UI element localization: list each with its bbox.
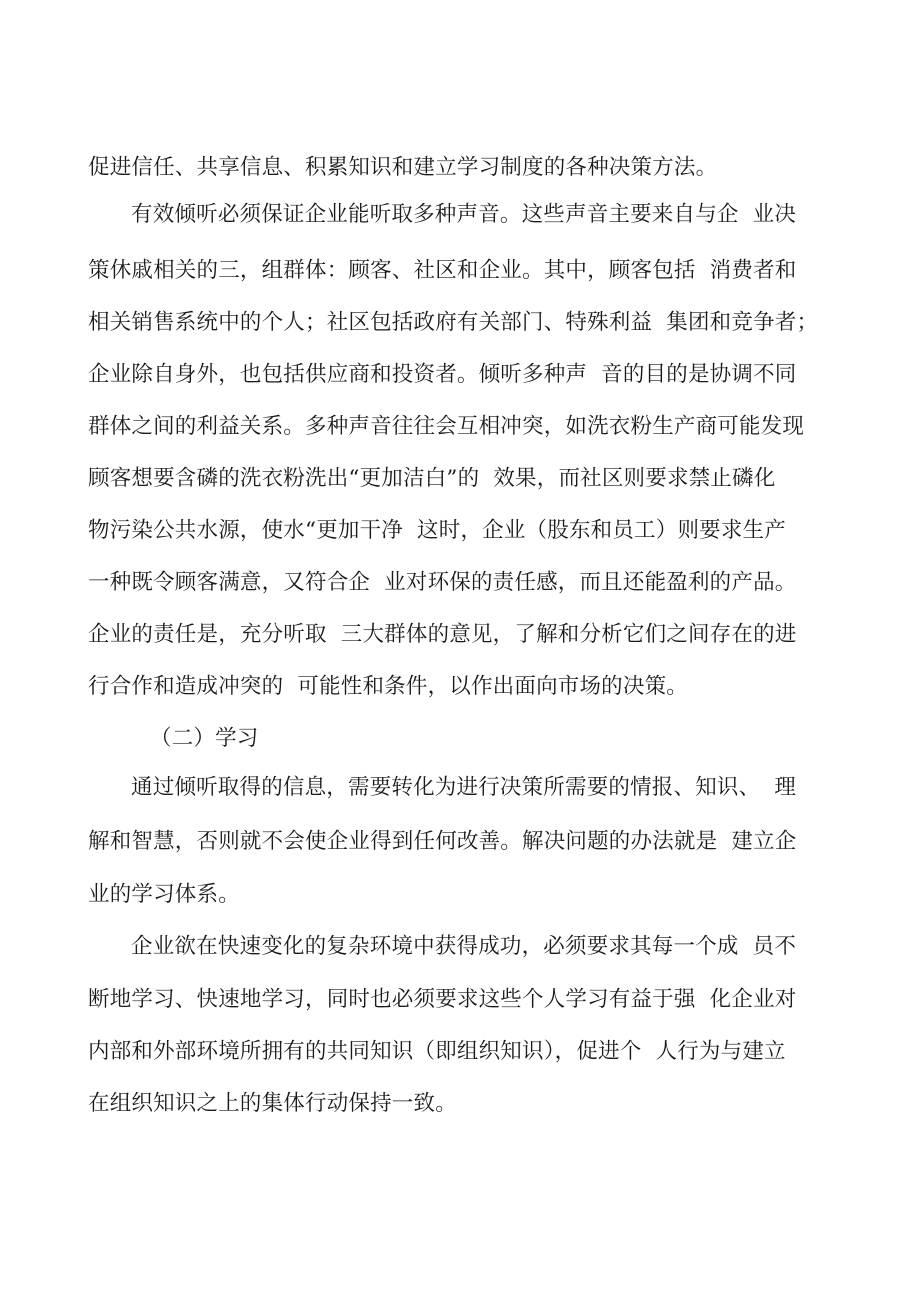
text-line-1: 促进信任、共享信息、积累知识和建立学习制度的各种决策方法。 [88,155,718,180]
text-line-3: 策休戚相关的三，组群体：顾客、社区和企业。其中，顾客包括 消费者和 [88,258,797,283]
text-line-18: 在组织知识之上的集体行动保持一致。 [88,1091,457,1116]
text-line-9: 一种既令顾客满意，又符合企 业对环保的责任感，而且还能盈利的产品。 [88,570,797,595]
text-line-5: 企业除自身外，也包括供应商和投资者。倾听多种声 音的目的是协调不同 [88,362,797,387]
text-line-2: 有效倾听必须保证企业能听取多种声音。这些声音主要来自与企 业决 [131,202,797,227]
text-line-17: 内部和外部环境所拥有的共同知识（即组织知识），促进个 人行为与建立 [88,1039,786,1064]
text-line-15: 企业欲在快速变化的复杂环境中获得成功，必须要求其每一个成 员不 [131,934,797,959]
text-line-12: 通过倾听取得的信息，需要转化为进行决策所需要的情报、知识、 理 [131,775,797,800]
text-line-10: 企业的责任是，充分听取 三大群体的意见，了解和分析它们之间存在的进 [88,622,797,647]
text-line-14: 业的学习体系。 [88,882,240,907]
text-line-11: 行合作和造成冲突的 可能性和条件，以作出面向市场的决策。 [88,674,688,699]
text-line-16: 断地学习、快速地学习，同时也必须要求这些个人学习有益于强 化企业对 [88,987,797,1012]
text-line-6: 群体之间的利益关系。多种声音往往会互相冲突，如洗衣粉生产商可能发现 [88,414,805,439]
text-line-4: 相关销售系统中的个人；社区包括政府有关部门、特殊利益 集团和竞争者； [88,310,819,335]
text-line-8: 物污染公共水源，使水“更加干净 这时，企业（股东和员工）则要求生产 [88,518,786,543]
section-heading: （二）学习 [150,726,259,751]
text-line-7: 顾客想要含磷的洗衣粉洗出“更加洁白”的 效果，而社区则要求禁止磷化 [88,466,776,491]
text-line-13: 解和智慧，否则就不会使企业得到任何改善。解决问题的办法就是 建立企 [88,829,797,854]
